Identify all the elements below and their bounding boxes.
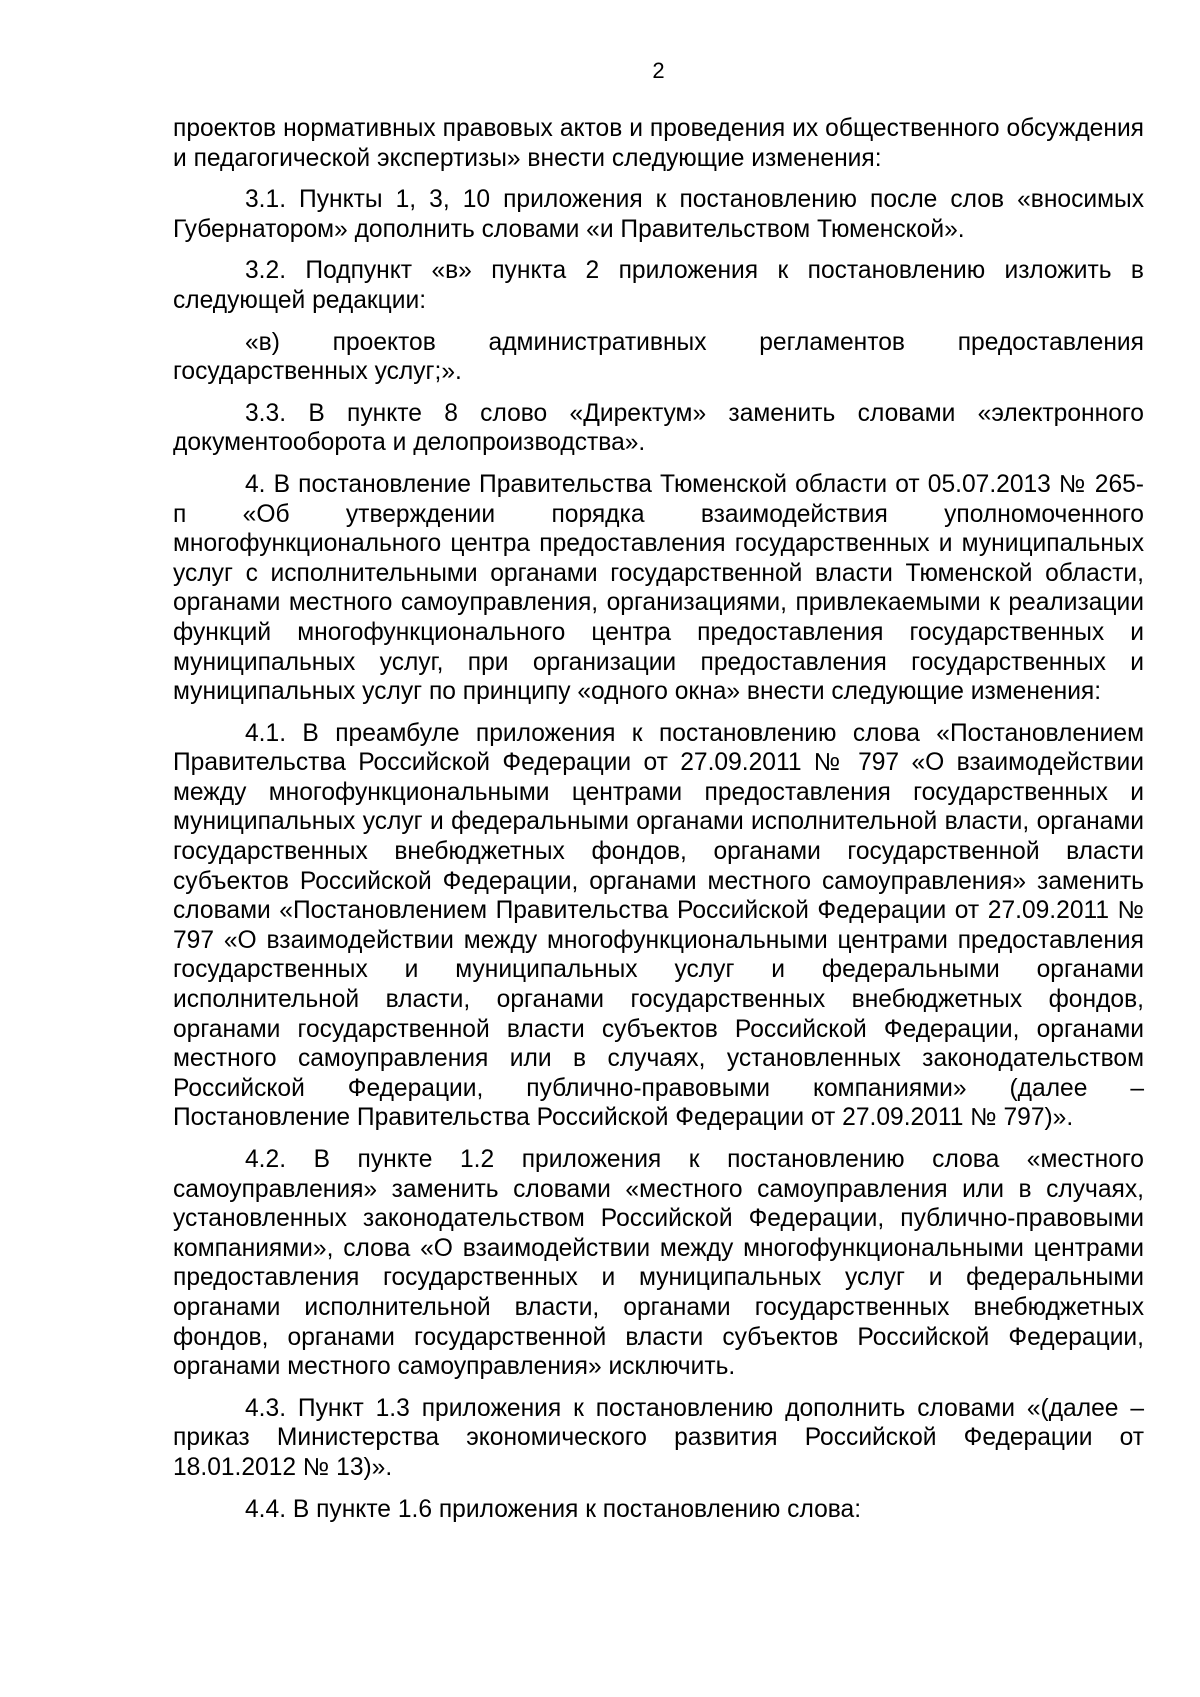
paragraph-4-4: 4.4. В пункте 1.6 приложения к постановлению слова: bbox=[245, 1495, 862, 1523]
paragraph-3-2-quote: «в) проектов административных регламентов предоставления государственных услуг;». bbox=[173, 328, 1144, 386]
document-page bbox=[173, 58, 1144, 1536]
page-number: 2 bbox=[652, 58, 665, 83]
paragraph-continuation: проектов нормативных правовых актов и проведения их общественного обсуждения и педагогической экспертизы» внести следующие изменения: bbox=[173, 115, 1144, 172]
paragraph-3-2: 3.2. Подпункт «в» пункта 2 приложения к постановлению изложить в следующей редакции: bbox=[173, 257, 1144, 314]
paragraph-4-2: 4.2. В пункте 1.2 приложения к постановлению слова «местного самоуправления» заменить словами «местного самоуправления или в случаях, установленных законодательством Российской Федерации, публично-правовыми компаниями», слова «О взаимодействии между многофункциональными центрами предоставления государственных и муниципальных услуг и федеральными органами исполнительной власти, органами государственных внебюджетных фондов, органами государственной власти субъектов Российской Федерации, органами местного самоуправления» исключить. bbox=[173, 1146, 1144, 1381]
paragraph-4: 4. В постановление Правительства Тюменской области от 05.07.2013 № 265-п «Об утверждении порядка взаимодействия уполномоченного многофункционального центра предоставления государственных и муниципальных услуг с исполнительными органами государственной власти Тюменской области, органами местного самоуправления, организациями, привлекаемыми к реализации функций многофункционального центра предоставления государственных и муниципальных услуг, при организации предоставления государственных и муниципальных услуг по принципу «одного окна» внести следующие изменения: bbox=[173, 470, 1144, 706]
paragraph-4-1: 4.1. В преамбуле приложения к постановлению слова «Постановлением Правительства Российской Федерации от 27.09.2011 № 797 «О взаимодействии между многофункциональными центрами предоставления государственных и муниципальных услуг и федеральными органами исполнительной власти, органами государственных внебюджетных фондов, органами государственной власти субъектов Российской Федерации, органами местного самоуправления» заменить словами «Постановлением Правительства Российской Федерации от 27.09.2011 № 797 «О взаимодействии между многофункциональными центрами предоставления государственных и муниципальных услуг и федеральными органами исполнительной власти, органами государственных внебюджетных фондов, органами государственной власти субъектов Российской Федерации, органами местного самоуправления или в случаях, установленных законодательством Российской Федерации, публично-правовыми компаниями» (далее – Постановление Правительства Российской Федерации от 27.09.2011 № 797)». bbox=[173, 719, 1144, 1132]
paragraph-4-3: 4.3. Пункт 1.3 приложения к постановлению дополнить словами «(далее – приказ Министерства экономического развития Российской Федерации от 18.01.2012 № 13)». bbox=[173, 1394, 1144, 1481]
paragraph-3-3: 3.3. В пункте 8 слово «Директум» заменить словами «электронного документооборота и делопроизводства». bbox=[173, 399, 1144, 457]
paragraph-3-1: 3.1. Пункты 1, 3, 10 приложения к постановлению после слов «вносимых Губернатором» дополнить словами «и Правительством Тюменской». bbox=[173, 186, 1144, 243]
